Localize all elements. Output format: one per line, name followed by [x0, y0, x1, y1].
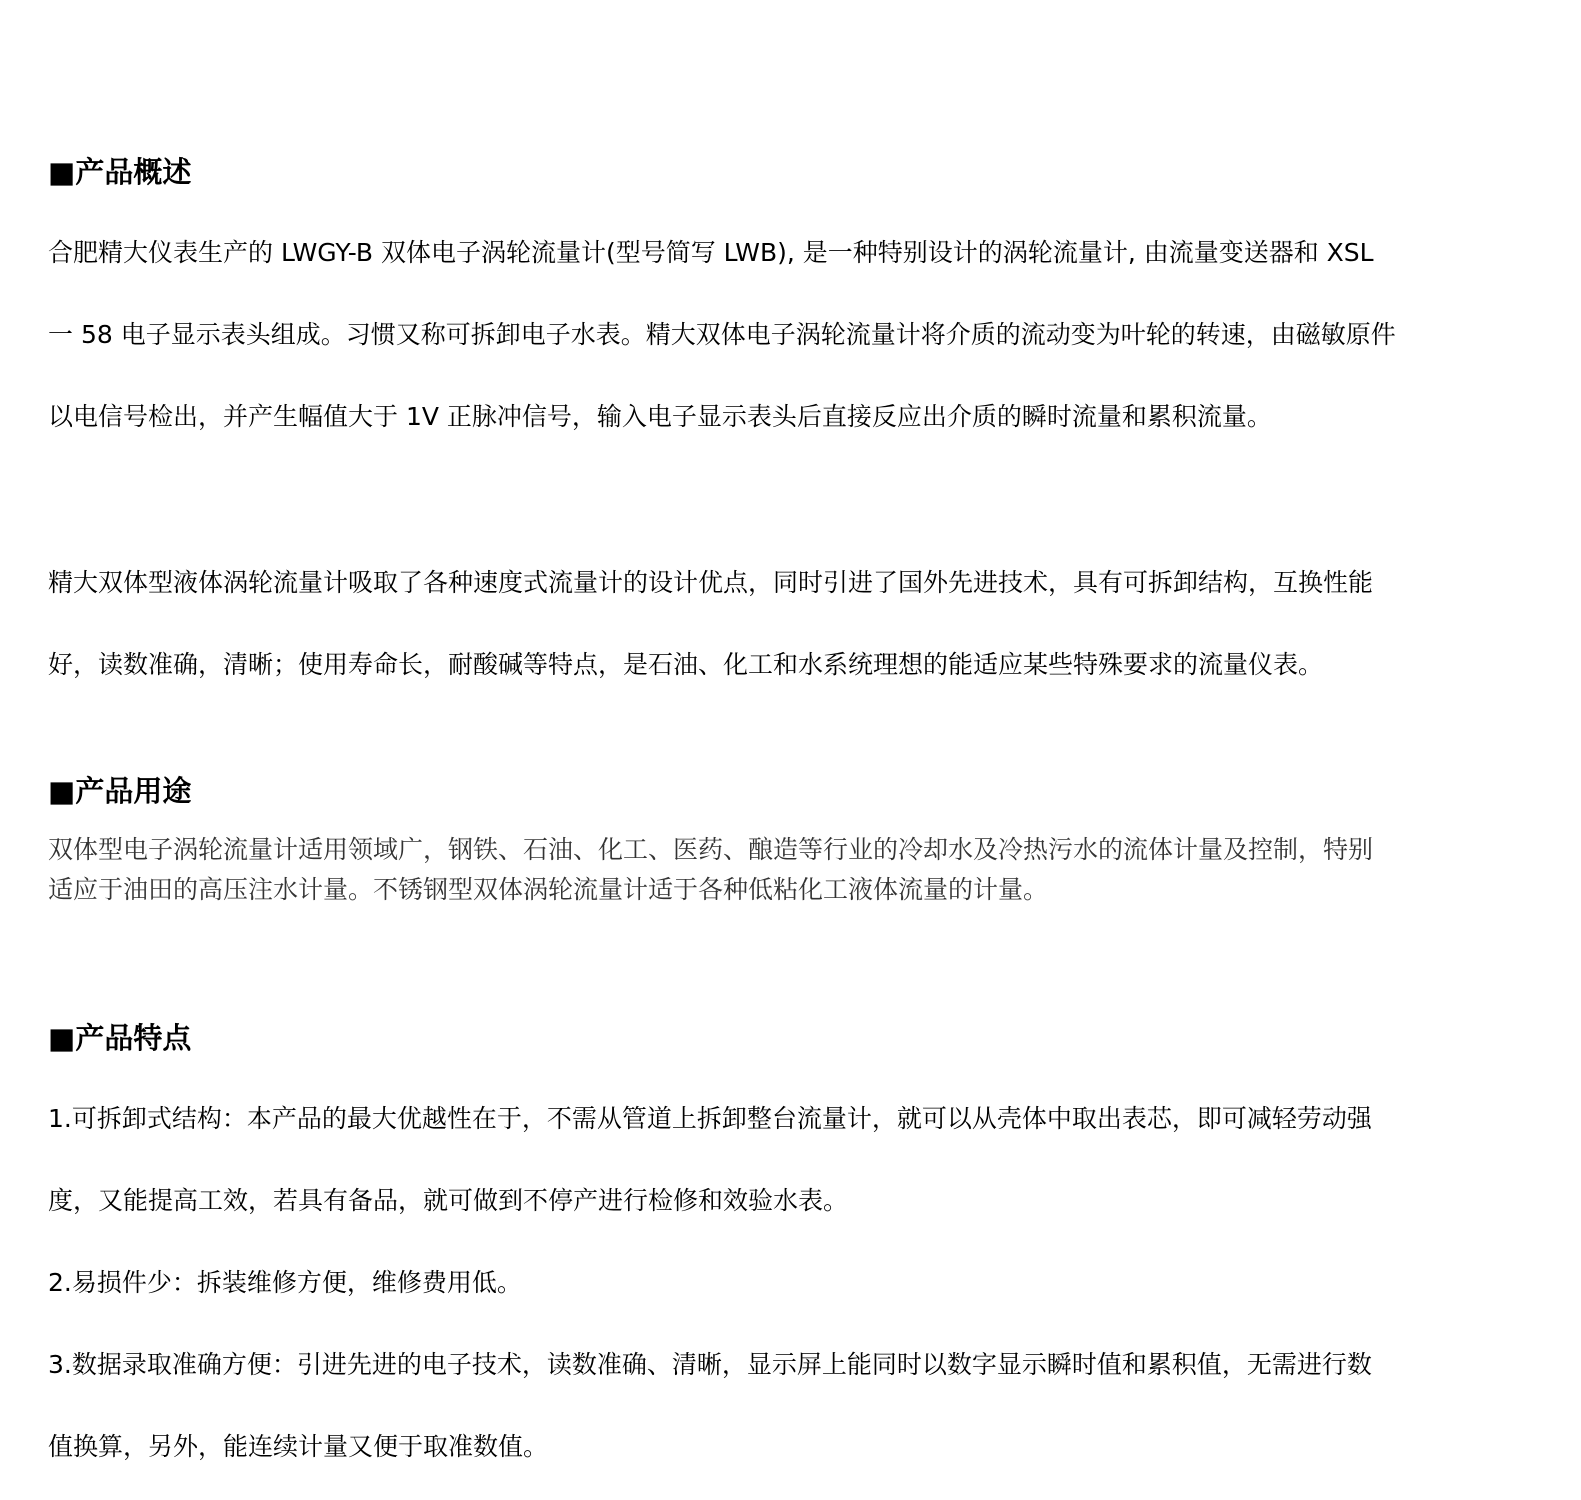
features-line-1: 1.可拆卸式结构：本产品的最大优越性在于，不需从管道上拆卸整台流量计，就可以从壳体中取出表芯，即可减轻劳动强: [48, 1104, 1372, 1133]
overview-line-3: 以电信号检出，并产生幅值大于 1V 正脉冲信号，输入电子显示表头后直接反应出介质的瞬时流量和累积流量。: [48, 402, 1272, 431]
overview-line-2: 一 58 电子显示表头组成。习惯又称可拆卸电子水表。精大双体电子涡轮流量计将介质的流动变为叶轮的转速，由磁敏原件: [48, 320, 1396, 349]
usage-line-1: 双体型电子涡轮流量计适用领域广，钢铁、石油、化工、医药、酿造等行业的冷却水及冷热污水的流体计量及控制，特别: [48, 835, 1374, 864]
overview-para2-line-1: 精大双体型液体涡轮流量计吸取了各种速度式流量计的设计优点，同时引进了国外先进技术，具有可拆卸结构，互换性能: [48, 568, 1374, 597]
overview-para2-line-2: 好，读数准确，清晰；使用寿命长，耐酸碱等特点，是石油、化工和水系统理想的能适应某些特殊要求的流量仪表。: [48, 650, 1324, 679]
overview-line-1: 合肥精大仪表生产的 LWGY-B 双体电子涡轮流量计(型号简写 LWB), 是一种特别设计的涡轮流量计, 由流量变送器和 XSL: [48, 238, 1374, 267]
features-line-3: 2.易损件少：拆装维修方便，维修费用低。: [48, 1268, 522, 1297]
usage-heading: ■产品用途: [48, 774, 192, 808]
features-line-5: 值换算，另外，能连续计量又便于取准数值。: [48, 1432, 549, 1461]
features-line-2: 度，又能提高工效，若具有备品，就可做到不停产进行检修和效验水表。: [48, 1186, 849, 1215]
features-line-4: 3.数据录取准确方便：引进先进的电子技术，读数准确、清晰，显示屏上能同时以数字显示瞬时值和累积值，无需进行数: [48, 1350, 1372, 1379]
usage-line-2: 适应于油田的高压注水计量。不锈钢型双体涡轮流量计适于各种低粘化工液体流量的计量。: [48, 875, 1049, 904]
overview-heading: ■产品概述: [48, 155, 192, 189]
features-heading: ■产品特点: [48, 1021, 192, 1055]
